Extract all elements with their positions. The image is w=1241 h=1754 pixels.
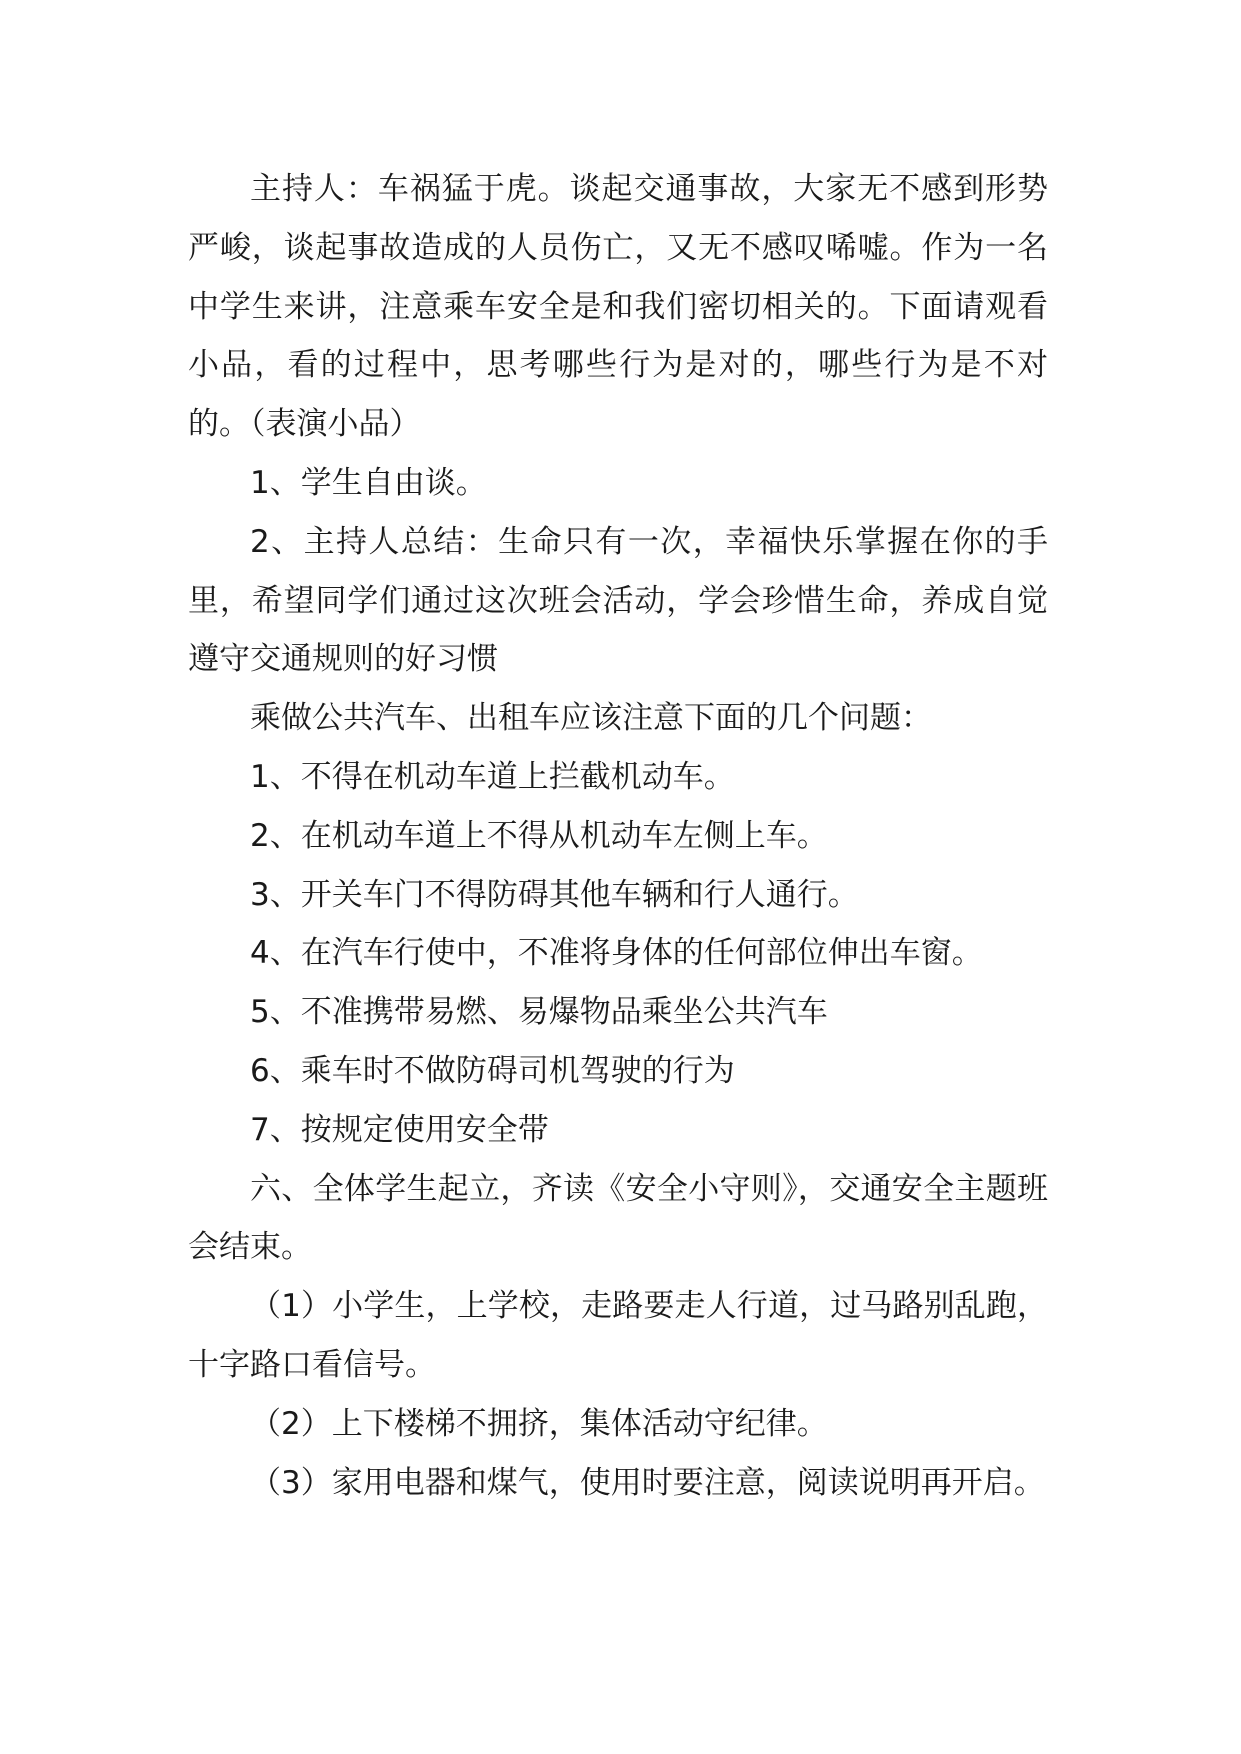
document-page — [188, 160, 1048, 1512]
safety-rule-1: （1）小学生，上学校，走路要走人行道，过马路别乱跑，十字路口看信号。 — [188, 1288, 1048, 1383]
safety-rule-3: （3）家用电器和煤气，使用时要注意，阅读说明再开启。 — [250, 1464, 1045, 1501]
list-item-student-discussion: 1、学生自由谈。 — [250, 464, 487, 501]
safety-rule-2: （2）上下楼梯不拥挤，集体活动守纪律。 — [250, 1405, 828, 1442]
list-item-host-summary: 2、主持人总结：生命只有一次，幸福快乐掌握在你的手里，希望同学们通过这次班会活动，学会珍惜生命，养成自觉遵守交通规则的好习惯 — [188, 523, 1048, 678]
rule-item-7: 7、按规定使用安全带 — [250, 1111, 549, 1148]
bus-taxi-rules-heading: 乘做公共汽车、出租车应该注意下面的几个问题： — [250, 700, 932, 737]
rule-item-4: 4、在汽车行使中，不准将身体的任何部位伸出车窗。 — [250, 935, 983, 972]
rule-item-5: 5、不准携带易燃、易爆物品乘坐公共汽车 — [250, 994, 828, 1031]
rule-item-3: 3、开关车门不得防碍其他车辆和行人通行。 — [250, 876, 859, 913]
section-six-closing: 六、全体学生起立，齐读《安全小守则》，交通安全主题班会结束。 — [188, 1170, 1048, 1266]
rule-item-2: 2、在机动车道上不得从机动车左侧上车。 — [250, 817, 828, 854]
host-intro-paragraph: 主持人：车祸猛于虎。谈起交通事故，大家无不感到形势严峻，谈起事故造成的人员伤亡，又无不感叹唏嘘。作为一名中学生来讲，注意乘车安全是和我们密切相关的。下面请观看小品，看的过程中，思考哪些行为是对的，哪些行为是不对的。（表演小品） — [188, 171, 1048, 443]
rule-item-6: 6、乘车时不做防碍司机驾驶的行为 — [250, 1052, 735, 1089]
rule-item-1: 1、不得在机动车道上拦截机动车。 — [250, 758, 735, 795]
